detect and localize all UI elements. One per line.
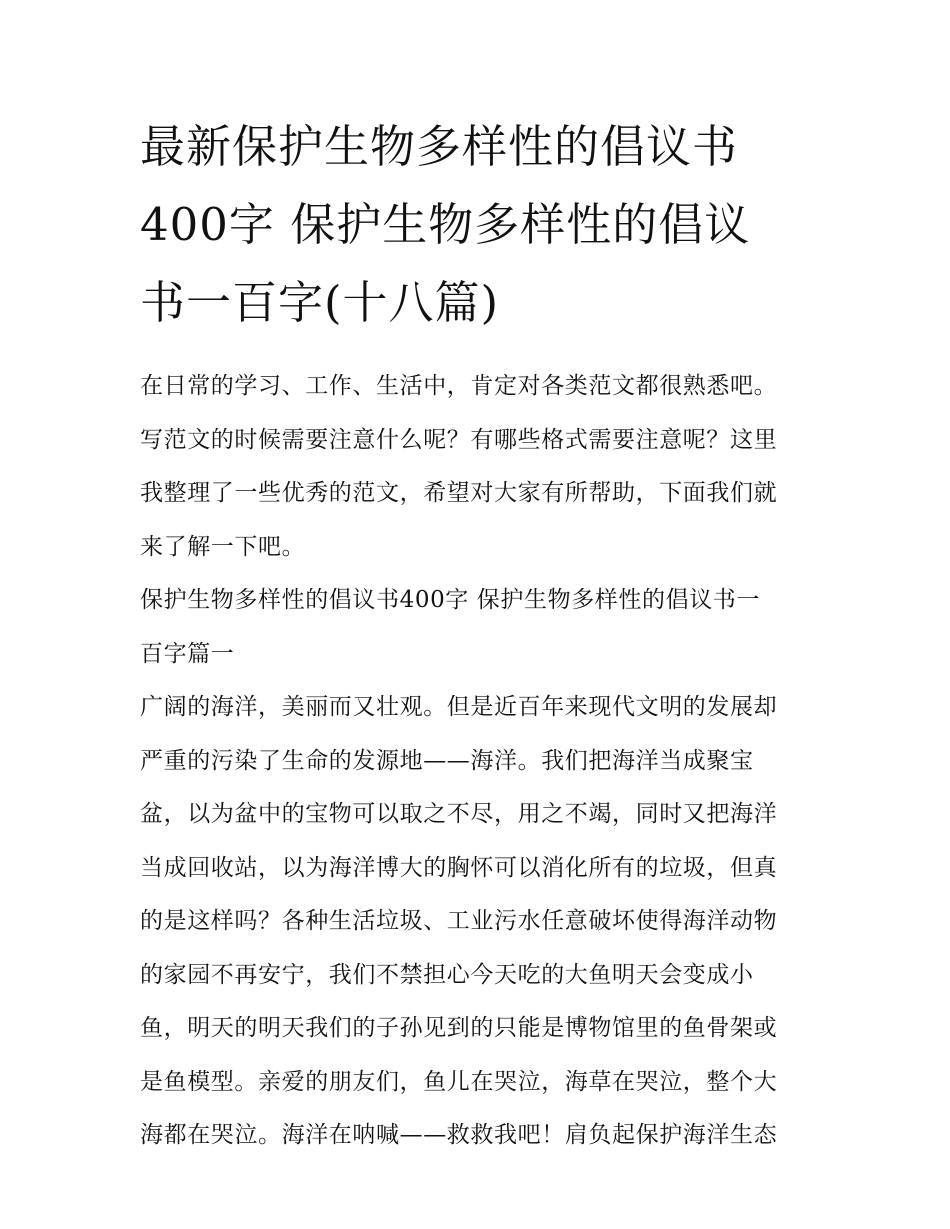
body-line: 的家园不再安宁，我们不禁担心今天吃的大鱼明天会变成小 xyxy=(140,961,754,988)
section-heading-line: 保护生物多样性的倡议书400字 保护生物多样性的倡议书一 xyxy=(140,587,761,613)
intro-line: 在日常的学习、工作、生活中，肯定对各类范文都很熟悉吧。 xyxy=(140,373,778,399)
body-line: 的是这样吗？各种生活垃圾、工业污水任意破坏使得海洋动物 xyxy=(140,908,778,934)
document-title xyxy=(140,108,815,342)
intro-line: 我整理了一些优秀的范文，希望对大家有所帮助，下面我们就 xyxy=(140,480,778,506)
body-paragraph xyxy=(140,681,815,1163)
body-line: 海都在哭泣。海洋在呐喊——救救我吧！肩负起保护海洋生态 xyxy=(140,1122,778,1148)
title-line-3: 书一百字(十八篇) xyxy=(140,276,500,329)
body-line: 是鱼模型。亲爱的朋友们，鱼儿在哭泣，海草在哭泣，整个大 xyxy=(140,1068,778,1095)
body-line: 鱼，明天的明天我们的子孙见到的只能是博物馆里的鱼骨架或 xyxy=(140,1015,778,1041)
section-heading-line: 百字篇一 xyxy=(140,640,235,667)
body-line: 盆，以为盆中的宝物可以取之不尽，用之不竭，同时又把海洋 xyxy=(140,801,778,827)
document-page xyxy=(140,108,815,1163)
intro-line: 写范文的时候需要注意什么呢？有哪些格式需要注意呢？这里 xyxy=(140,426,778,453)
body-line: 严重的污染了生命的发源地——海洋。我们把海洋当成聚宝 xyxy=(140,747,754,774)
body-line: 广阔的海洋，美丽而又壮观。但是近百年来现代文明的发展却 xyxy=(140,694,778,720)
section-heading xyxy=(140,574,815,681)
document-body xyxy=(140,360,815,1163)
title-line-1: 最新保护生物多样性的倡议书 xyxy=(140,120,739,173)
title-line-2: 400字 保护生物多样性的倡议 xyxy=(140,198,751,251)
intro-line: 来了解一下吧。 xyxy=(140,533,306,560)
body-line: 当成回收站，以为海洋博大的胸怀可以消化所有的垃圾，但真 xyxy=(140,854,778,881)
intro-paragraph xyxy=(140,360,815,574)
